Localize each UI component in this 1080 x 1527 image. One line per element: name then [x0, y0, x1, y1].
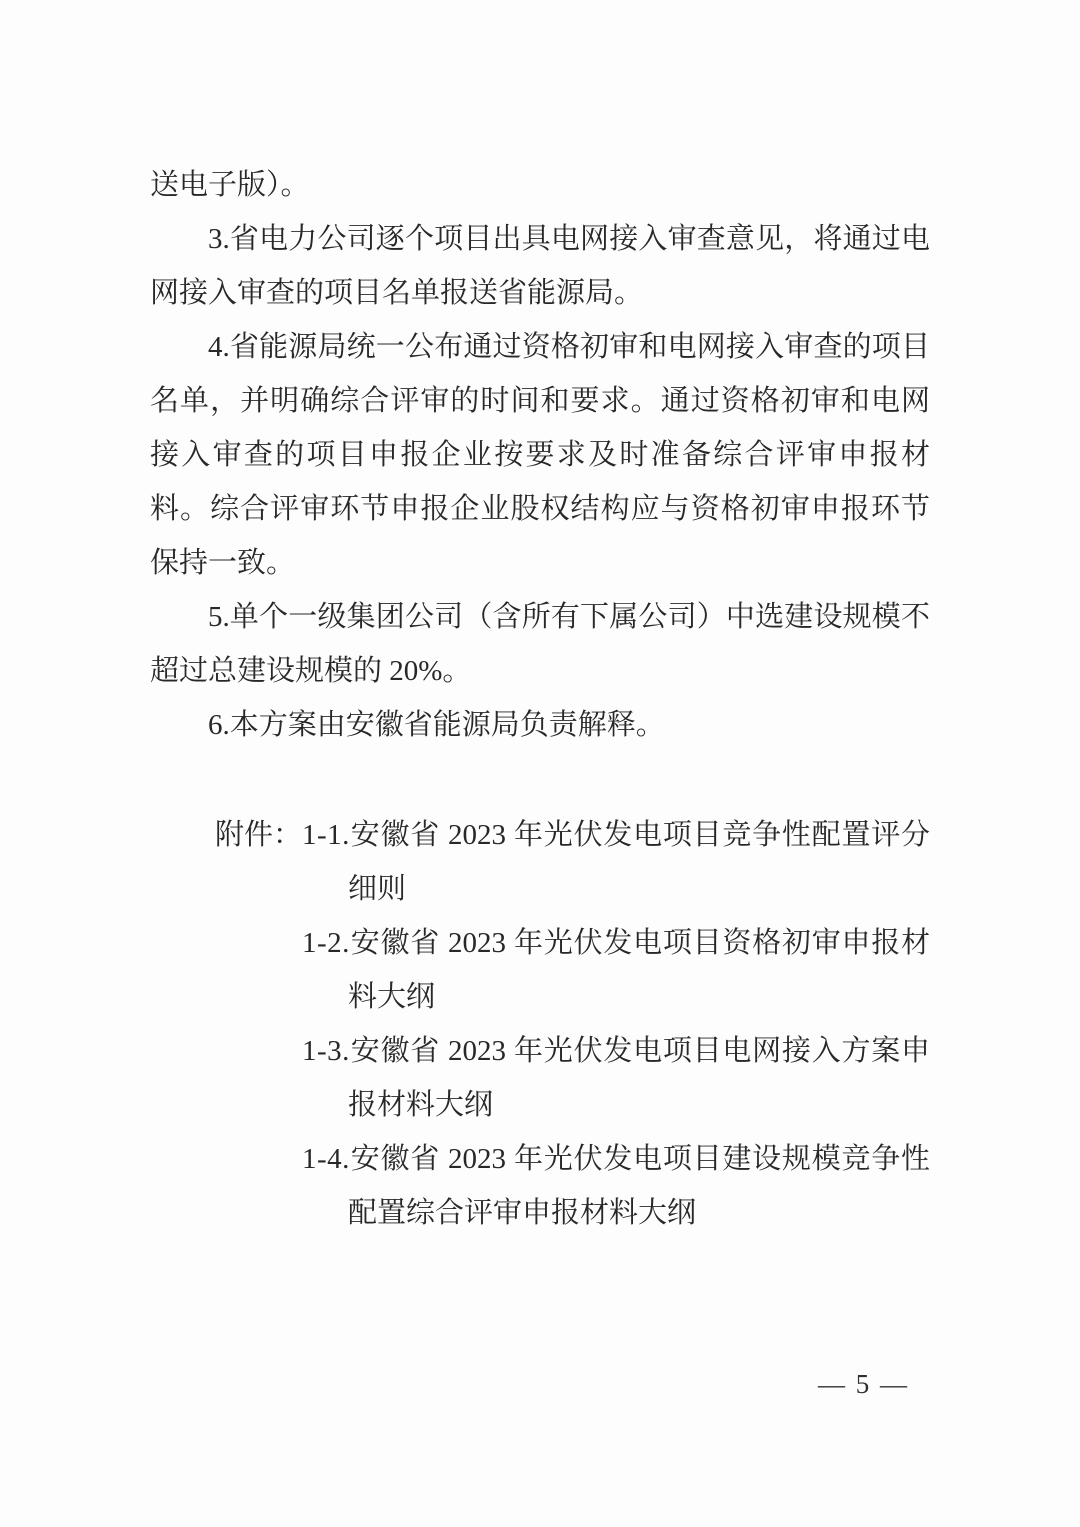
paragraph-item-5: 5.单个一级集团公司（含所有下属公司）中选建设规模不超过总建设规模的 20%。 — [150, 601, 930, 687]
attachments-label: 附件： — [215, 819, 303, 851]
attachment-number: 1-3. — [302, 1035, 350, 1067]
attachment-item-1-1 — [302, 808, 930, 916]
page-number: — 5 — — [818, 1369, 907, 1399]
attachment-item-1-3 — [302, 1024, 930, 1132]
attachment-number: 1-4. — [302, 1143, 350, 1175]
attachment-item-1-4 — [302, 1132, 930, 1240]
attachment-title: 安徽省 2023 年光伏发电项目建设规模竞争性配置综合评审申报材料大纲 — [348, 1143, 930, 1229]
attachment-item-1-2 — [302, 916, 930, 1024]
paragraph-item-3: 3.省电力公司逐个项目出具电网接入审查意见，将通过电网接入审查的项目名单报送省能源局。 — [150, 223, 930, 309]
document-body — [150, 158, 930, 1240]
paragraph-item-4: 4.省能源局统一公布通过资格初审和电网接入审查的项目名单，并明确综合评审的时间和要求。通过资格初审和电网接入审查的项目申报企业按要求及时准备综合评审申报材料。综合评审环节申报企业股权结构应与资格初审申报环节保持一致。 — [150, 331, 930, 579]
paragraph-continuation: 送电子版）。 — [150, 169, 310, 201]
attachment-title: 安徽省 2023 年光伏发电项目竞争性配置评分细则 — [348, 819, 930, 905]
attachment-number: 1-2. — [302, 927, 350, 959]
attachments-list — [302, 808, 930, 1240]
attachments-block — [150, 808, 930, 1240]
attachment-number: 1-1. — [302, 819, 350, 851]
attachment-title: 安徽省 2023 年光伏发电项目电网接入方案申报材料大纲 — [348, 1035, 930, 1121]
paragraph-item-6: 6.本方案由安徽省能源局负责解释。 — [208, 709, 665, 741]
attachment-title: 安徽省 2023 年光伏发电项目资格初审申报材料大纲 — [348, 927, 930, 1013]
